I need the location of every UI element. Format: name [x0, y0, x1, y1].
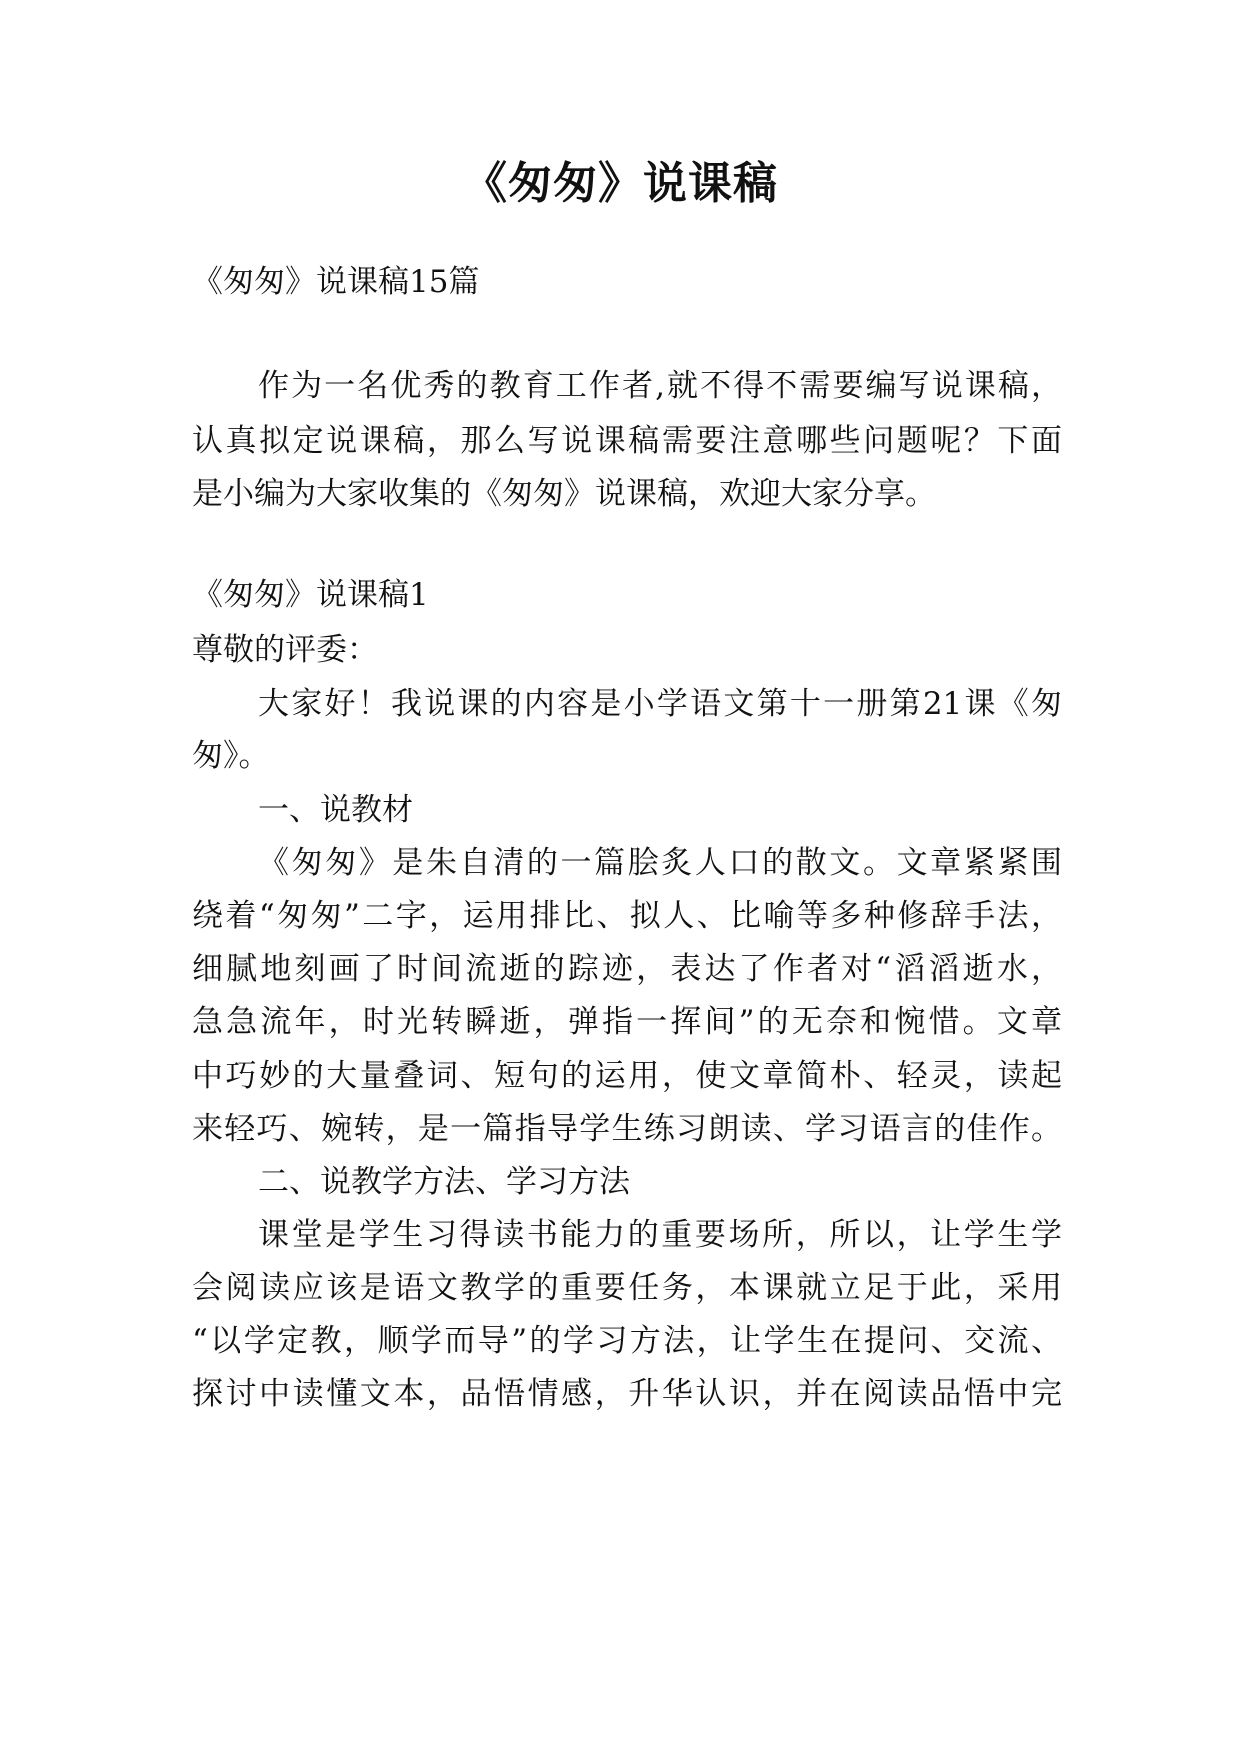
part1-heading: 一、说教材: [258, 792, 413, 828]
part1-line-6: 来轻巧、婉转，是一篇指导学生练习朗读、学习语言的佳作。: [192, 1111, 1062, 1147]
document-title: 《匆匆》说课稿: [463, 158, 778, 209]
intro-line-2: 认真拟定说课稿，那么写说课稿需要注意哪些问题呢？下面: [192, 423, 1062, 459]
part2-line-2: 会阅读应该是语文教学的重要任务，本课就立足于此，采用: [192, 1270, 1062, 1306]
opening-line-2: 匆》。: [192, 738, 270, 774]
intro-line-1: 作为一名优秀的教育工作者,就不得不需要编写说课稿，: [258, 368, 1062, 404]
part2-line-1: 课堂是学生习得读书能力的重要场所，所以，让学生学: [258, 1217, 1062, 1253]
part1-line-5: 中巧妙的大量叠词、短句的运用，使文章简朴、轻灵，读起: [192, 1058, 1062, 1094]
part1-line-3: 细腻地刻画了时间流逝的踪迹，表达了作者对“滔滔逝水，: [192, 951, 1062, 987]
part2-heading: 二、说教学方法、学习方法: [258, 1164, 630, 1200]
opening-line-1: 大家好！我说课的内容是小学语文第十一册第21课《匆: [258, 686, 1062, 722]
part2-line-3: “以学定教，顺学而导”的学习方法，让学生在提问、交流、: [192, 1323, 1062, 1359]
part1-line-1: 《匆匆》是朱自清的一篇脍炙人口的散文。文章紧紧围: [258, 845, 1062, 881]
document-subtitle: 《匆匆》说课稿15篇: [192, 264, 480, 300]
part1-line-4: 急急流年，时光转瞬逝，弹指一挥间”的无奈和惋惜。文章: [192, 1004, 1062, 1040]
greeting: 尊敬的评委：: [192, 632, 378, 668]
part2-line-4: 探讨中读懂文本，品悟情感，升华认识，并在阅读品悟中完: [192, 1376, 1062, 1412]
part1-line-2: 绕着“匆匆”二字，运用排比、拟人、比喻等多种修辞手法，: [192, 898, 1062, 934]
section-heading: 《匆匆》说课稿1: [192, 577, 429, 613]
intro-line-3: 是小编为大家收集的《匆匆》说课稿，欢迎大家分享。: [192, 476, 936, 512]
